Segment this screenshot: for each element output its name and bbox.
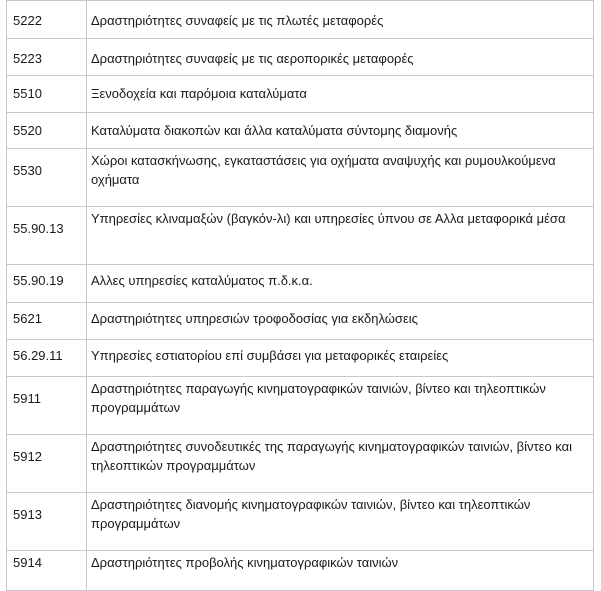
table-row <box>7 493 594 551</box>
table-row <box>7 207 594 265</box>
table-row <box>7 1 594 39</box>
activity-code: 55.90.13 <box>7 207 87 265</box>
activity-description: Δραστηριότητες υπηρεσιών τροφοδοσίας για εκδηλώσεις <box>87 303 594 340</box>
table-row <box>7 435 594 493</box>
activity-code: 5520 <box>7 113 87 149</box>
activity-code: 5913 <box>7 493 87 551</box>
activity-description: Αλλες υπηρεσίες καταλύματος π.δ.κ.α. <box>87 265 594 303</box>
table-row <box>7 76 594 113</box>
table-row <box>7 377 594 435</box>
table-row <box>7 149 594 207</box>
table-row <box>7 113 594 149</box>
activity-code: 5621 <box>7 303 87 340</box>
table-row <box>7 340 594 377</box>
activity-description: Καταλύματα διακοπών και άλλα καταλύματα σύντομης διαμονής <box>87 113 594 149</box>
activity-description: Υπηρεσίες κλιναμαξών (βαγκόν-λι) και υπηρεσίες ύπνου σε Αλλα μεταφορικά μέσα <box>87 207 594 265</box>
activity-code: 5530 <box>7 149 87 207</box>
activity-code: 5222 <box>7 1 87 39</box>
activity-code: 5223 <box>7 39 87 76</box>
activity-code: 5911 <box>7 377 87 435</box>
table-row <box>7 551 594 591</box>
activity-description: Δραστηριότητες προβολής κινηματογραφικών ταινιών <box>87 551 594 591</box>
activity-codes-table <box>6 0 594 591</box>
activity-code: 55.90.19 <box>7 265 87 303</box>
activity-description: Δραστηριότητες συναφείς με τις αεροπορικές μεταφορές <box>87 39 594 76</box>
activity-code: 5912 <box>7 435 87 493</box>
activity-description: Δραστηριότητες διανομής κινηματογραφικών ταινιών, βίντεο και τηλεοπτικών προγραμμάτων <box>87 493 594 551</box>
activity-description: Υπηρεσίες εστιατορίου επί συμβάσει για μεταφορικές εταιρείες <box>87 340 594 377</box>
table-row <box>7 303 594 340</box>
activity-description: Δραστηριότητες παραγωγής κινηματογραφικών ταινιών, βίντεο και τηλεοπτικών προγραμμάτων <box>87 377 594 435</box>
activity-code: 5510 <box>7 76 87 113</box>
activity-description: Ξενοδοχεία και παρόμοια καταλύματα <box>87 76 594 113</box>
table-row <box>7 265 594 303</box>
activity-code: 56.29.11 <box>7 340 87 377</box>
activity-description: Δραστηριότητες συνοδευτικές της παραγωγής κινηματογραφικών ταινιών, βίντεο και τηλεοπτικών προγραμμάτων <box>87 435 594 493</box>
activity-description: Χώροι κατασκήνωσης, εγκαταστάσεις για οχήματα αναψυχής και ρυμουλκούμενα οχήματα <box>87 149 594 207</box>
table-row <box>7 39 594 76</box>
activity-description: Δραστηριότητες συναφείς με τις πλωτές μεταφορές <box>87 1 594 39</box>
activity-code: 5914 <box>7 551 87 591</box>
